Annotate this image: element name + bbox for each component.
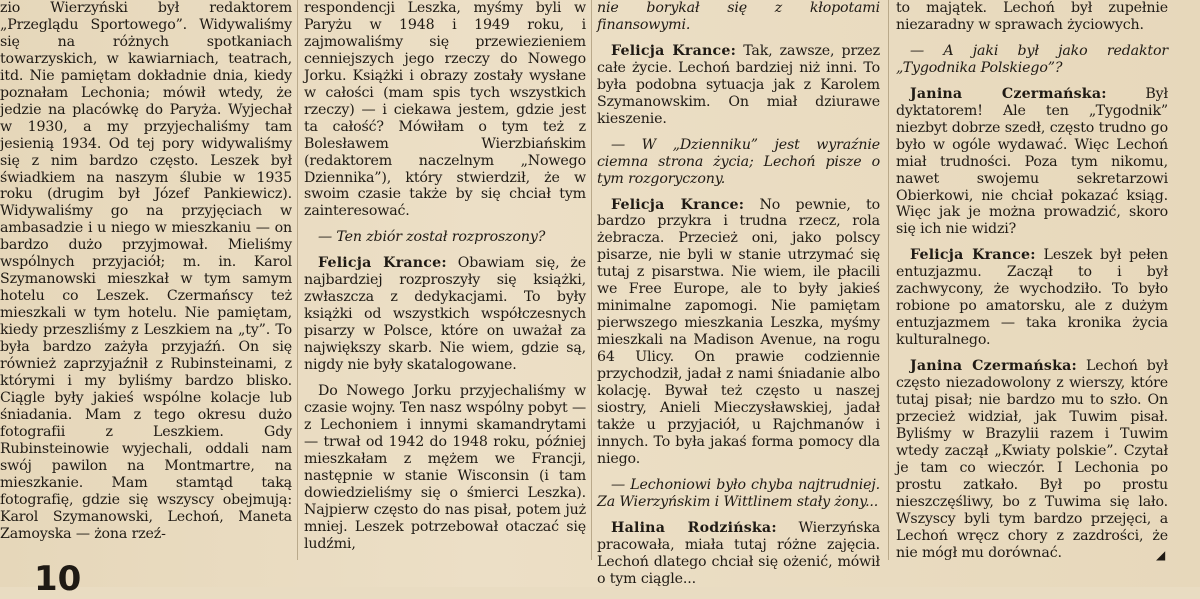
body-paragraph: zio Wierzyński był redaktorem „Przeglądu Sportowego”. Widywaliśmy się na różnych spotkaniach towarzyskich, w kawiarniach, teatrach, itd. Nie pamiętam dokładnie dnia, kiedy poznałam Lechonia; mówił wtedy, że jedzie na placówkę do Paryża. Wyjechał w 1930, a my przyjechaliśmy tam jesienią 1934. Od tej pory widywaliśmy się z nim bardzo często. Leszek był świadkiem na naszym ślubie w 1935 roku (drugim był Józef Pankiewicz). Widywaliśmy go na przyjęciach w ambasadzie i u niego w mieszkaniu — on bardzo dużo przyjmował. Mieliśmy wspólnych przyjaciół; m. in. Karol Szymanowski mieszkał w tym samym hotelu co Leszek. Czermańscy też mieszkali w tym hotelu. Nie pamiętam, kiedy przeszliśmy z Leszkiem na „ty”. To była bardzo zażyła przyjaźń. On się również zaprzyjaźnił z Rubinsteinami, z którymi i my byliśmy bardzo blisko. Ciągle były jakieś wspólne kolacje lub śniadania. Mam z tego okresu dużo fotografii z Leszkiem. Gdy Rubinsteinowie wyjechali, oddali nam swój pawilon na Montmartre, na mieszkanie. Mam stamtąd taką fotografię, gdzie się wszyscy obejmują: Karol Szymanowski, Lechoń, Maneta Zamoyska — żona rzeź-: [0, 0, 292, 542]
column-1: [0, 0, 292, 570]
interview-answer: [896, 86, 1168, 239]
speaker-name: Felicja Krance:: [611, 42, 737, 59]
column-4: [896, 0, 1168, 570]
answer-text: Lechoń był często niezadowolony z wierszy, które tutaj pisał; nie bardzo mu to szło. On przecież widział, jak Tuwim pisał. Byliśmy w Brazylii razem i Tuwim wtedy zaczął „Kwiaty polskie”. Czytał je tam co wieczór. I Lechonia po prostu zatkało. Był po prostu nieszczęśliwy, bo z Tuwima się lało. Wszyscy byli tym bardzo przejęci, a Lechoń wręcz chory z zazdrości, że nie mógł mu dorównać.: [896, 358, 1168, 561]
interview-question: — A jaki był jako redaktor „Tygodnika Polskiego”?: [896, 42, 1168, 76]
answer-text: Obawiam się, że najbardziej rozproszyły się książki, zwłaszcza z dedykacjami. To były książki od wszystkich współczesnych pisarzy w Polsce, które on uważał za największy skarb. Nie wiem, gdzie są, nigdy nie były skatalogowane.: [304, 255, 586, 374]
speaker-name: Janina Czermańska:: [910, 358, 1077, 375]
answer-text: Tak, zawsze, przez całe życie. Lechoń bardziej niż inni. To była podobna sytuacja jak z Karolem Szymanowskim. On miał dziurawe kieszenie.: [597, 42, 880, 127]
page-number: 10: [34, 559, 82, 599]
interview-answer: [597, 197, 880, 468]
end-mark-icon: ◢: [1156, 548, 1166, 562]
interview-question: nie borykał się z kłopotami finansowymi.: [597, 0, 880, 33]
answer-text: Był dyktatorem! Ale ten „Tygodnik” niezbyt dobrze szedł, często trudno go było w ogóle wydawać. Więc Lechoń miał trudności. Poza tym nikomu, nawet swojemu sekretarzowi Obierkowi, nie chciał pokazać ksiąg. Więc jak je można prowadzić, skoro się ich nie widzi?: [896, 85, 1168, 238]
speaker-name: Halina Rodzińska:: [611, 519, 777, 536]
interview-question: — W „Dzienniku” jest wyraźnie ciemna strona życia; Lechoń pisze o tym rozgoryczony.: [597, 136, 880, 187]
speaker-name: Felicja Krance:: [318, 255, 447, 272]
body-paragraph: to majątek. Lechoń był zupełnie niezaradny w sprawach życiowych.: [896, 0, 1168, 33]
interview-answer: [896, 358, 1168, 561]
column-2: [304, 0, 586, 570]
column-rule: [297, 0, 298, 560]
body-paragraph: Do Nowego Jorku przyjechaliśmy w czasie wojny. Ten nasz wspólny pobyt — z Lechoniem i innymi skamandrytami — trwał od 1942 do 1948 roku, później mieszkałam z mężem we Francji, następnie w stanie Wisconsin (i tam dowiedzieliśmy się o śmierci Leszka). Najpierw często do nas pisał, potem już mniej. Leszek potrzebował otaczać się ludźmi,: [304, 383, 586, 552]
column-rule: [888, 0, 889, 560]
interview-answer: [597, 520, 880, 588]
interview-answer: [304, 255, 586, 374]
answer-text: Leszek był pełen entuzjazmu. Zaczął to i był zachwycony, że wychodziło. To było robione po amatorsku, ale z dużym entuzjazmem — taka kronika życia kulturalnego.: [896, 247, 1168, 349]
column-rule: [591, 0, 592, 560]
body-paragraph: respondencji Leszka, myśmy byli w Paryżu w 1948 i 1949 roku, i zajmowaliśmy się przewiezieniem cenniejszych jego rzeczy do Nowego Jorku. Książki i obrazy zostały wysłane w całości (mam spis tych wszystkich rzeczy) — i ciekawa jestem, gdzie jest ta całość? Mówiłam o tym też z Bolesławem Wierzbiańskim (redaktorem naczelnym „Nowego Dziennika”), który stwierdził, że w swoim czasie także by się chciał tym zainteresować.: [304, 0, 586, 220]
speaker-name: Felicja Krance:: [611, 196, 745, 213]
interview-question: — Ten zbiór został rozproszony?: [318, 229, 546, 246]
answer-text: Wierzyńska pracowała, miała tutaj różne zajęcia. Lechoń dlatego chciał się ożenić, mówił o tym ciągle...: [597, 519, 880, 587]
answer-text: No pewnie, to bardzo przykra i trudna rzecz, rola żebracza. Przecież oni, jako polscy pisarze, nie byli w stanie utrzymać się tutaj z pisarstwa. Nie wiem, ile płacili we Free Europe, ale to były jakieś minimalne zapomogi. Nie pamiętam pierwszego mieszkania Leszka, myśmy mieszkali na Madison Avenue, na rogu 64 Ulicy. On prawie codziennie przychodził, jadał z nami śniadanie albo kolację. Bywał też często u naszej siostry, Anieli Mieczysławskiej, jadał także u przyjaciół, u Rajchmanów i innych. To była jakaś forma pomocy dla niego.: [597, 196, 880, 467]
interview-answer: [896, 247, 1168, 349]
speaker-name: Janina Czermańska:: [910, 85, 1107, 102]
column-3: [597, 0, 880, 587]
interview-question: — Lechoniowi było chyba najtrudniej. Za Wierzyńskim i Wittlinem stały żony...: [597, 476, 880, 510]
interview-answer: [597, 43, 880, 128]
speaker-name: Felicja Krance:: [910, 247, 1036, 264]
